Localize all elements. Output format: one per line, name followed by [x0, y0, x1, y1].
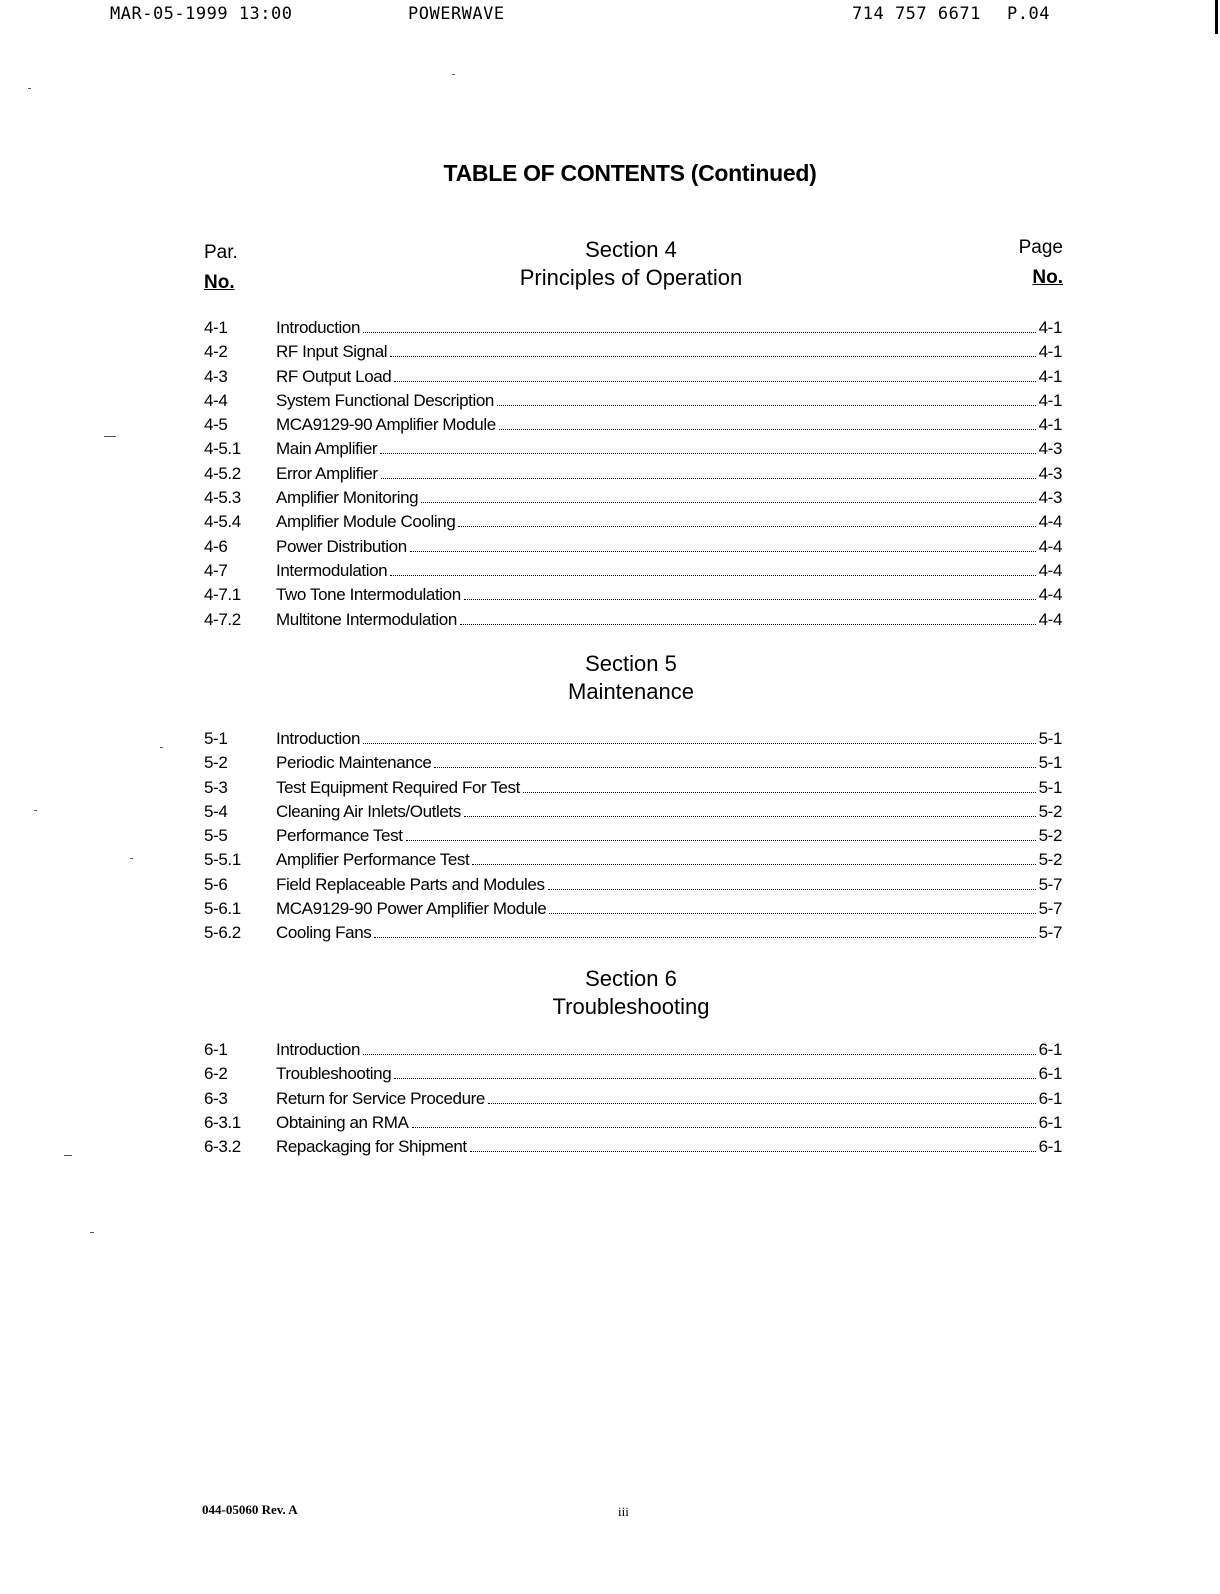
dot-leader	[380, 452, 1035, 454]
toc-entry-title: Cleaning Air Inlets/Outlets	[276, 801, 461, 821]
toc-entry-number: 6-2	[204, 1064, 228, 1084]
toc-entry-page: 5-2	[1038, 801, 1062, 821]
toc-entry-title: Error Amplifier	[276, 463, 378, 483]
toc-entry-title: Troubleshooting	[276, 1064, 392, 1084]
toc-entry-number: 5-5.1	[204, 850, 241, 870]
toc-entry-number: 6-1	[204, 1040, 228, 1059]
dot-leader	[523, 791, 1036, 793]
dot-leader	[363, 1053, 1036, 1055]
toc-entry-page: 4-1	[1038, 390, 1062, 410]
toc-entry	[204, 923, 1062, 947]
scan-speck	[160, 747, 163, 748]
toc-entry-page: 4-1	[1038, 318, 1062, 337]
toc-entry-title: Obtaining an RMA	[276, 1112, 409, 1132]
fax-page: P.04	[1007, 4, 1050, 24]
toc-entry-number: 5-3	[204, 777, 228, 797]
toc-entry-title: Amplifier Monitoring	[276, 488, 419, 508]
toc-entry-number: 4-5.4	[204, 512, 241, 532]
page-label: Page	[1018, 237, 1063, 258]
toc-entry	[204, 318, 1062, 342]
toc-entry-page: 5-7	[1038, 899, 1062, 919]
section-5-subtitle: Maintenance	[568, 679, 694, 704]
dot-leader	[390, 574, 1035, 576]
toc-entry-title: MCA9129-90 Power Amplifier Module	[276, 899, 547, 919]
dot-leader	[381, 477, 1036, 479]
toc-entry-page: 5-1	[1038, 777, 1062, 797]
dot-leader	[394, 380, 1035, 382]
toc-entry	[204, 610, 1062, 634]
toc-entry	[204, 899, 1062, 923]
toc-entry-number: 6-3.1	[204, 1112, 241, 1132]
toc-entry	[204, 342, 1062, 366]
toc-entry-number: 6-3	[204, 1088, 228, 1108]
dot-leader	[421, 501, 1035, 503]
toc-entry-title: Introduction	[276, 1040, 361, 1059]
dot-leader	[497, 404, 1036, 406]
toc-entry-number: 4-7.2	[204, 609, 241, 629]
toc-entry-title: MCA9129-90 Amplifier Module	[276, 415, 496, 435]
toc-entry-page: 4-4	[1038, 609, 1062, 629]
toc-entry	[204, 464, 1062, 488]
toc-entry-number: 5-5	[204, 826, 228, 846]
toc-entry	[204, 537, 1062, 561]
toc-entry-page: 5-2	[1038, 826, 1062, 846]
dot-leader	[460, 623, 1036, 625]
section-5-heading: Section 5	[585, 651, 677, 676]
dot-leader	[363, 742, 1036, 744]
toc-entry	[204, 415, 1062, 439]
toc-entry	[204, 778, 1062, 802]
toc-entry-page: 4-4	[1038, 560, 1062, 580]
doc-number: 044-05060 Rev. A	[202, 1502, 298, 1517]
toc-entry-page: 5-7	[1038, 923, 1062, 943]
toc-entry-page: 4-3	[1038, 463, 1062, 483]
toc-entry-title: Power Distribution	[276, 536, 407, 556]
toc-entry	[204, 826, 1062, 850]
toc-entry-number: 4-1	[204, 318, 228, 337]
toc-entry-number: 5-4	[204, 801, 228, 821]
toc-entry	[204, 512, 1062, 536]
toc-entry-title: Introduction	[276, 318, 361, 337]
dot-leader	[548, 888, 1036, 890]
toc-entry-page: 5-7	[1038, 874, 1062, 894]
toc-entry-title: RF Input Signal	[276, 342, 388, 362]
dot-leader	[412, 1126, 1036, 1128]
toc-entry	[204, 488, 1062, 512]
dot-leader	[499, 428, 1036, 430]
toc-entry-title: Repackaging for Shipment	[276, 1137, 467, 1157]
dot-leader	[394, 1077, 1035, 1079]
toc-entry-title: Cooling Fans	[276, 923, 372, 943]
fax-sender: POWERWAVE	[408, 4, 505, 24]
scan-speck	[452, 74, 455, 75]
toc-entry-title: Multitone Intermodulation	[276, 609, 457, 629]
fax-date-time: MAR-05-1999 13:00	[110, 4, 293, 24]
toc-entry	[204, 367, 1062, 391]
dot-leader	[470, 1150, 1036, 1152]
toc-entry-number: 5-6.2	[204, 923, 241, 943]
edge-mark	[1215, 0, 1218, 34]
dot-leader	[374, 936, 1035, 938]
dot-leader	[406, 839, 1036, 841]
toc-entry-number: 6-3.2	[204, 1137, 241, 1157]
dot-leader	[390, 355, 1035, 357]
dot-leader	[488, 1102, 1036, 1104]
scan-speck	[28, 88, 31, 89]
toc-entry	[204, 753, 1062, 777]
toc-entry-page: 5-1	[1038, 753, 1062, 773]
dot-leader	[464, 815, 1036, 817]
toc-entry-number: 5-6.1	[204, 899, 241, 919]
dot-leader	[458, 525, 1035, 527]
scan-speck	[64, 1155, 72, 1156]
page-no-label: No.	[1032, 267, 1063, 288]
toc-entry-number: 4-5	[204, 415, 228, 435]
toc-entry-number: 5-1	[204, 729, 228, 748]
toc-entry-page: 4-1	[1038, 342, 1062, 362]
toc-entry-title: Main Amplifier	[276, 439, 378, 459]
dot-leader	[434, 766, 1035, 768]
toc-entry-title: System Functional Description	[276, 390, 494, 410]
toc-entry-number: 4-3	[204, 366, 228, 386]
toc-entry-page: 6-1	[1038, 1088, 1062, 1108]
toc-entry-title: Performance Test	[276, 826, 403, 846]
no-label: No.	[204, 272, 235, 293]
toc-entry-title: Two Tone Intermodulation	[276, 585, 461, 605]
toc-entry-page: 4-4	[1038, 512, 1062, 532]
toc-entry-page: 6-1	[1038, 1064, 1062, 1084]
toc-entry-title: RF Output Load	[276, 366, 392, 386]
scan-speck	[104, 436, 116, 437]
toc-entry-page: 6-1	[1038, 1137, 1062, 1157]
fax-header	[0, 4, 1220, 28]
toc-entry	[204, 1064, 1062, 1088]
toc-entry-page: 4-4	[1038, 585, 1062, 605]
toc-entry-number: 4-4	[204, 390, 228, 410]
dot-leader	[472, 863, 1035, 865]
scan-speck	[34, 810, 37, 811]
toc-entry-number: 4-7.1	[204, 585, 241, 605]
toc-entry-number: 4-6	[204, 536, 228, 556]
toc-entry-page: 6-1	[1038, 1112, 1062, 1132]
toc-entry-number: 5-6	[204, 874, 228, 894]
toc-entry-title: Amplifier Performance Test	[276, 850, 470, 870]
toc-entry-page: 4-1	[1038, 366, 1062, 386]
scan-speck	[130, 858, 133, 859]
toc-entry-number: 4-5.3	[204, 488, 241, 508]
toc-entry-title: Amplifier Module Cooling	[276, 512, 456, 532]
page-title: TABLE OF CONTENTS (Continued)	[443, 160, 817, 186]
toc-entry-page: 4-3	[1038, 439, 1062, 459]
toc-entry-number: 5-2	[204, 753, 228, 773]
toc-entry	[204, 1113, 1062, 1137]
toc-section-5	[204, 729, 1062, 948]
toc-entry-title: Test Equipment Required For Test	[276, 777, 520, 797]
toc-entry	[204, 1089, 1062, 1113]
toc-entry-title: Introduction	[276, 729, 361, 748]
toc-entry-number: 4-5.1	[204, 439, 241, 459]
toc-entry-title: Return for Service Procedure	[276, 1088, 485, 1108]
toc-section-4	[204, 318, 1062, 634]
section-6-heading: Section 6	[585, 966, 677, 991]
toc-entry-number: 4-2	[204, 342, 228, 362]
toc-entry	[204, 439, 1062, 463]
dot-leader	[464, 598, 1036, 600]
toc-entry	[204, 729, 1062, 753]
toc-entry-page: 4-1	[1038, 415, 1062, 435]
toc-entry	[204, 585, 1062, 609]
toc-entry-page: 5-1	[1038, 729, 1062, 748]
toc-entry	[204, 1137, 1062, 1161]
toc-entry-page: 4-4	[1038, 536, 1062, 556]
par-label: Par.	[204, 242, 238, 263]
section-4-heading: Section 4	[585, 237, 677, 262]
dot-leader	[549, 912, 1035, 914]
toc-entry	[204, 1040, 1062, 1064]
toc-entry-page: 5-2	[1038, 850, 1062, 870]
fax-phone: 714 757 6671	[852, 4, 981, 24]
toc-entry	[204, 802, 1062, 826]
toc-entry	[204, 561, 1062, 585]
section-4-subtitle: Principles of Operation	[519, 265, 743, 290]
toc-entry-title: Intermodulation	[276, 560, 388, 580]
toc-entry-title: Periodic Maintenance	[276, 753, 432, 773]
toc-entry-number: 4-5.2	[204, 463, 241, 483]
toc-entry-page: 4-3	[1038, 488, 1062, 508]
toc-entry	[204, 850, 1062, 874]
page-number: iii	[618, 1504, 629, 1519]
toc-entry-page: 6-1	[1038, 1040, 1062, 1059]
toc-entry	[204, 875, 1062, 899]
toc-section-6	[204, 1040, 1062, 1161]
dot-leader	[410, 550, 1036, 552]
scan-speck	[90, 1232, 94, 1233]
dot-leader	[363, 331, 1036, 333]
section-6-subtitle: Troubleshooting	[552, 994, 710, 1019]
toc-entry	[204, 391, 1062, 415]
toc-entry-title: Field Replaceable Parts and Modules	[276, 874, 545, 894]
toc-entry-number: 4-7	[204, 560, 228, 580]
